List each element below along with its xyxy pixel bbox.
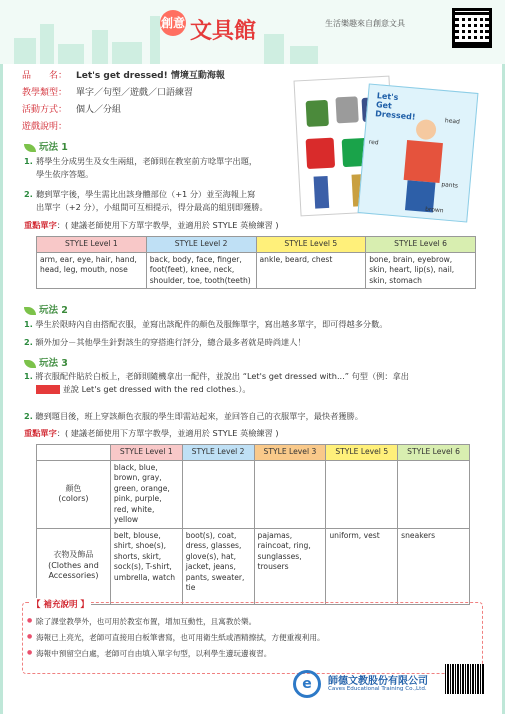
play1-item-2 [24,188,33,201]
vocab1-hint [24,220,279,231]
table-cell: bone, brain, eyebrow, skin, heart, lip(s), nail, skin, stomach [366,252,476,289]
leaf-icon [24,144,36,152]
table-cell [326,460,398,528]
table-corner [37,445,111,461]
play1-title-text: 玩法 1 [39,142,68,153]
table-header: STYLE Level 2 [146,237,256,253]
product-info [22,68,225,136]
play1-line: 聽到單字後，學生需比出該身體部位（+1 分）並至海報上寫 [36,189,256,199]
item-number: 1. [24,156,33,166]
vocab1-text: ：( 建議老師使用下方單字教學，並適用於 STYLE 英檢練習 ) [56,220,279,230]
mode-value: 個人／分組 [76,105,122,115]
table-cell: belt, blouse, shirt, shoe(s), shorts, skirt, sock(s), T-shirt, umbrella, watch [110,528,182,604]
play1-line: 出單字（+2 分），小組間可互相提示，得分最高的組別即獲勝。 [36,202,268,212]
barcode-icon [445,664,485,694]
vocab2-hint [24,428,279,439]
supplement-item: ● 除了課堂教學外，也可用於教室布置，增加互動性，且寓教於樂。 [36,616,256,627]
building-shape [290,46,318,64]
building-shape [92,30,108,64]
play3-text: 聽到題目後，班上穿該顏色衣服的學生即需站起來，並回答自己的衣服單字，最快者獲勝。 [35,411,363,421]
vocab1-table [36,236,476,289]
brand-name: 文具館 [190,19,257,44]
title-label: 品 名： [22,71,68,81]
poster-label: pants [441,181,459,190]
brand-logo [160,14,257,45]
leaf-icon [24,307,36,315]
poster-label: red [368,138,379,147]
table-cell: boot(s), coat, dress, glasses, glove(s), hat, jacket, jeans, pants, sweater, tie [182,528,254,604]
red-clothes-icon [36,385,60,394]
table-header: STYLE Level 1 [110,445,182,461]
table-header: STYLE Level 5 [256,237,366,253]
table-cell: uniform, vest [326,528,398,604]
vocab1-label: 重點單字 [24,220,57,230]
poster-title: Let's Get Dressed! [374,91,416,122]
supplement-title: 【 補充說明 】 [32,600,89,610]
play1-item-2-text [36,188,316,214]
play1-item-1 [24,155,33,168]
company-name-en: Caves Educational Training Co.,Ltd. [328,686,427,692]
row-label-colors: 顏色 (colors) [37,460,111,528]
table-cell: back, body, face, finger, foot(feet), knee, neck, shoulder, toe, tooth(teeth) [146,252,256,289]
play2-item-2: 2. 額外加分－其他學生針對該生的穿搭進行評分，總合最多者就是時尚達人！ [24,337,306,347]
poster-label: head [444,117,461,126]
table-header: STYLE Level 6 [366,237,476,253]
table-cell [254,460,326,528]
vocab2-text: ：( 建議老師使用下方單字教學，並適用於 STYLE 英檢練習 ) [56,428,279,438]
tagline: 生活樂趣來自創意文具 [325,19,405,28]
table-cell [398,460,470,528]
building-shape [264,34,284,64]
play2-text: 額外加分－其他學生針對該生的穿搭進行評分，總合最多者就是時尚達人！ [35,337,306,347]
table-header: STYLE Level 3 [254,445,326,461]
play3-text: 並說 Let's get dressed with the red clothes.）。 [62,384,251,394]
play3-title-text: 玩法 3 [39,358,68,369]
play1-line: 將學生分成男生及女生兩組，老師則在教室前方唸單字出題， [36,156,258,166]
company-logo-icon: e [293,670,321,698]
play1-line: 學生依序答題。 [36,169,94,179]
tower-shape [150,16,160,64]
play3-item-2: 2. 聽到題目後，班上穿該顏色衣服的學生即需站起來，並回答自己的衣服單字，最快者獲勝。 [24,411,363,421]
leaf-icon [24,360,36,368]
play2-text: 學生於限時內自由搭配衣服，並寫出該配件的顏色及服飾單字，寫出越多單字，即可得越多分數。 [35,319,388,329]
item-number: 2. [24,189,33,199]
play3-text: 將衣服配件貼於白板上，老師則隨機拿出一配件，並說出 “Let's get dressed with...” 句型（例：拿出 [35,371,409,381]
table-cell: pajamas, raincoat, ring, sunglasses, trousers [254,528,326,604]
qr-code-icon [452,8,492,48]
game-label: 遊戲說明： [22,122,68,132]
poster-image [358,83,479,222]
table-cell: arm, ear, eye, hair, hand, head, leg, mouth, nose [37,252,147,289]
poster-label: brown [424,205,444,215]
table-header: STYLE Level 6 [398,445,470,461]
building-shape [112,42,142,64]
supplement-item: ● 海報中預留空白處，老師可自由填入單字句型，以利學生邊玩邊複習。 [36,648,271,659]
supplement-item: ● 海報已上亮光，老師可直接用白板筆書寫，也可用衛生紙或酒精擦拭，方便重複利用。 [36,632,325,643]
type-value: 單字／句型／遊戲／口語練習 [76,88,194,98]
building-shape [14,38,36,64]
building-shape [40,24,54,64]
table-cell: ankle, beard, chest [256,252,366,289]
play1-title [24,139,68,153]
table-header: STYLE Level 5 [326,445,398,461]
row-label-clothes: 衣物及飾品 (Clothes and Accessories) [37,528,111,604]
building-shape [58,44,84,64]
table-cell: black, blue, brown, gray, green, orange, pink, purple, red, white, yellow [110,460,182,528]
play1-item-1-text [36,155,316,181]
header-banner [0,0,505,64]
vocab2-label: 重點單字 [24,428,57,438]
table-header: STYLE Level 1 [37,237,147,253]
product-title: Let's get dressed! 情境互動海報 [76,71,225,81]
play2-item-1: 1. 學生於限時內自由搭配衣服，並寫出該配件的顏色及服飾單字，寫出越多單字，即可得越多分數。 [24,319,388,329]
table-cell [182,460,254,528]
company-name: 師德文教股份有限公司 [328,676,428,687]
brand-badge: 創意 [160,10,186,36]
play3-title [24,355,68,369]
type-label: 教學類型： [22,88,68,98]
poster-illustration [297,64,487,224]
play2-title [24,302,68,316]
mode-label: 活動方式： [22,105,68,115]
table-cell: sneakers [398,528,470,604]
play2-title-text: 玩法 2 [39,305,68,316]
table-header: STYLE Level 2 [182,445,254,461]
play3-item-1: 1. 將衣服配件貼於白板上，老師則隨機拿出一配件，並說出 “Let's get dressed with...” 句型（例：拿出 並說 Let's get dressed with the red clothes.）。 [24,371,409,394]
vocab2-table [36,444,470,605]
